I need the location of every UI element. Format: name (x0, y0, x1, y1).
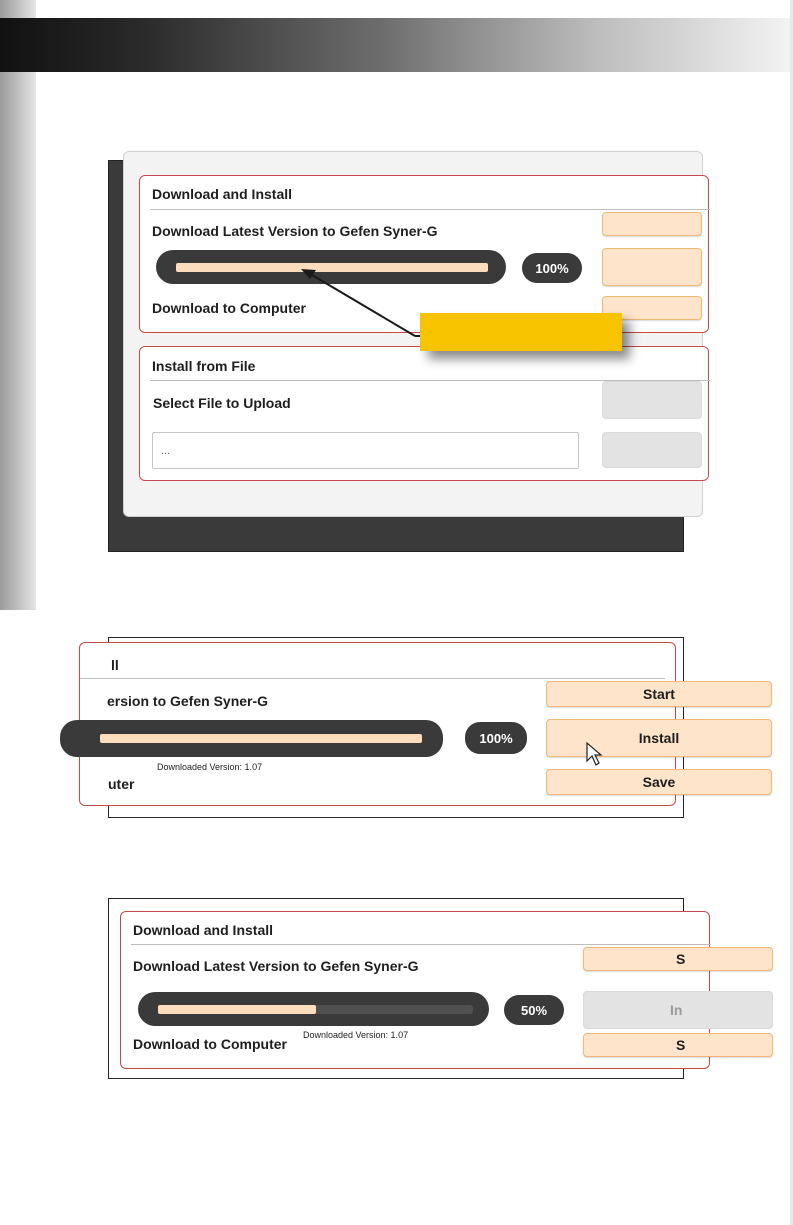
download-install-panel (79, 642, 680, 806)
panel-divider (150, 209, 710, 210)
screenshot-install-click (108, 637, 684, 818)
start-button[interactable] (602, 212, 702, 236)
browse-button[interactable] (602, 381, 702, 419)
start-button[interactable] (583, 947, 773, 971)
file-path-field[interactable]: ... (152, 432, 579, 469)
progress-percent-badge: 100% (522, 253, 582, 283)
page-header-band (0, 18, 793, 72)
screenshot-download-progress (108, 898, 684, 1079)
install-from-file-panel (139, 346, 709, 481)
save-button[interactable]: Save (546, 769, 772, 795)
downloaded-version-text: Downloaded Version: 1.07 (303, 1030, 409, 1040)
install-button[interactable] (602, 248, 702, 286)
panel-title: Install from File (152, 358, 256, 374)
progress-bar (60, 720, 443, 757)
progress-bar (138, 992, 489, 1026)
callout-box (420, 313, 622, 351)
download-latest-label: ersion to Gefen Syner-G (107, 693, 269, 709)
install-button[interactable]: Install (546, 719, 772, 757)
save-button[interactable] (583, 1033, 773, 1057)
panel-title: ll (111, 657, 119, 673)
download-to-computer-label: Download to Computer (133, 1036, 287, 1052)
download-install-panel (120, 911, 710, 1069)
upload-button[interactable] (602, 432, 702, 468)
select-file-label: Select File to Upload (153, 395, 291, 411)
panel-title: Download and Install (133, 922, 274, 938)
progress-fill (158, 1005, 316, 1014)
start-button-label: S (676, 951, 686, 967)
progress-track (100, 734, 422, 743)
progress-fill (176, 263, 488, 272)
progress-track (158, 1005, 473, 1014)
download-install-panel (139, 175, 709, 333)
page-side-bar (0, 0, 36, 610)
save-button-label: S (676, 1037, 686, 1053)
progress-percent-badge: 100% (465, 722, 527, 754)
install-button-label: In (670, 1002, 683, 1018)
screenshot-download-complete (108, 160, 684, 552)
progress-fill (100, 734, 422, 743)
install-button[interactable] (583, 991, 773, 1029)
progress-bar (156, 250, 506, 284)
download-to-computer-label: uter (108, 776, 135, 792)
download-to-computer-label: Download to Computer (152, 300, 306, 316)
download-latest-label: Download Latest Version to Gefen Syner-G (152, 223, 438, 239)
panel-divider (80, 678, 665, 679)
download-latest-label: Download Latest Version to Gefen Syner-G (133, 958, 419, 974)
panel-title: Download and Install (152, 186, 293, 202)
downloaded-version-text: Downloaded Version: 1.07 (157, 762, 263, 772)
start-button[interactable]: Start (546, 681, 772, 707)
panel-divider (131, 944, 711, 945)
progress-percent-badge: 50% (504, 995, 564, 1025)
mouse-cursor-icon (585, 741, 609, 771)
progress-track (176, 263, 488, 272)
